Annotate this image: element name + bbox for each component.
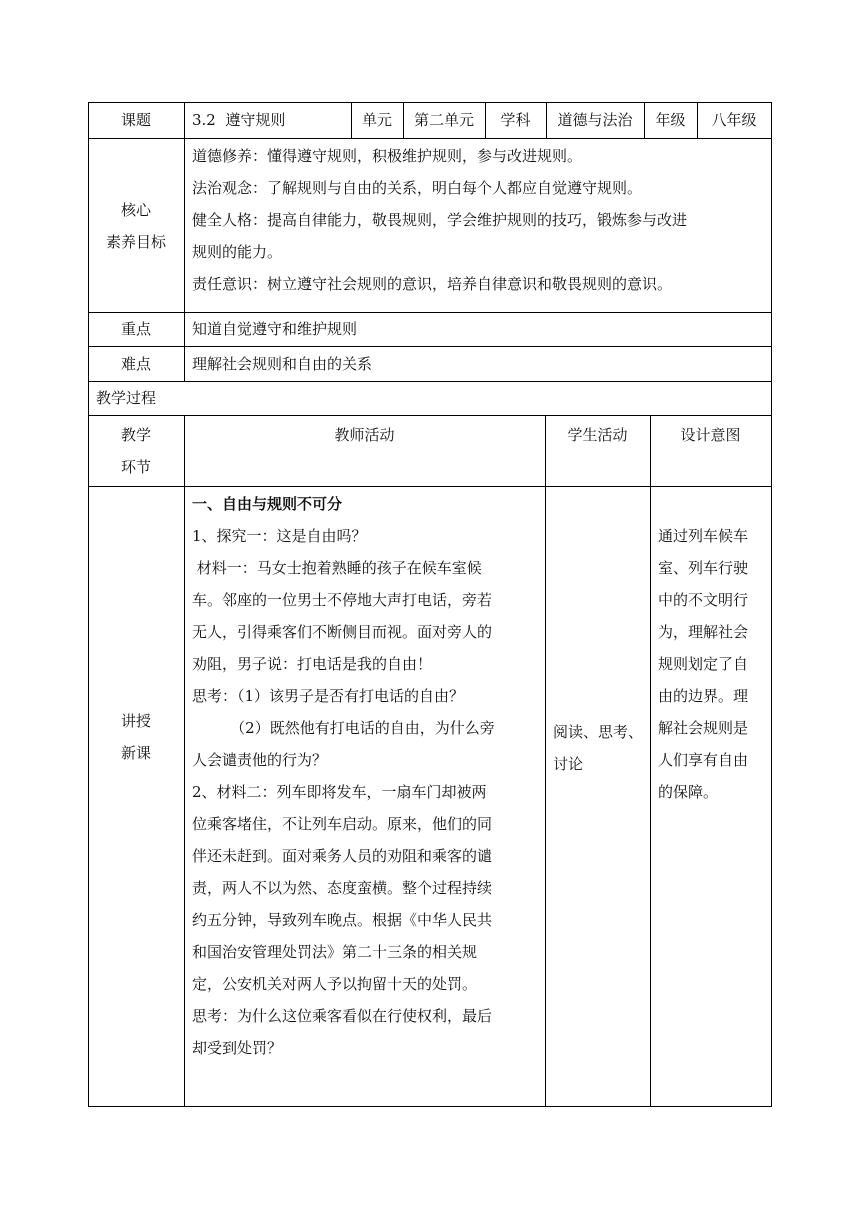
stage-line1: 讲授 [120, 712, 151, 730]
table-border-top [88, 102, 772, 103]
teacher-line: 材料一：马女士抱着熟睡的孩子在候车室候 [192, 559, 482, 577]
key-point-value: 知道自觉遵守和维护规则 [192, 320, 358, 338]
unit-value: 第二单元 [413, 111, 474, 129]
col-student-activity: 学生活动 [567, 426, 628, 444]
unit-label: 单元 [361, 111, 392, 129]
design-intent-content [658, 520, 748, 808]
difficult-point-value: 理解社会规则和自由的关系 [192, 355, 373, 373]
teacher-line: 定，公安机关对两人予以拘留十天的处罚。 [192, 975, 478, 993]
goals-content [192, 140, 687, 300]
design-line: 中的不文明行 [658, 591, 749, 609]
goals-label-line2: 素养目标 [105, 233, 166, 251]
row-divider [88, 486, 772, 487]
design-line: 室、列车行驶 [658, 559, 749, 577]
col-stage-line1: 教学 [120, 426, 151, 444]
col-divider [184, 415, 185, 1107]
goal-line: 健全人格：提高自律能力，敬畏规则，学会维护规则的技巧，锻炼参与改进 [192, 211, 688, 229]
teacher-line: 车。邻座的一位男士不停地大声打电话，旁若 [192, 591, 493, 609]
goal-line: 道德修养：懂得遵守规则，积极维护规则，参与改进规则。 [192, 147, 583, 165]
row-divider [88, 138, 772, 139]
teacher-line: 伴还未赶到。面对乘务人员的劝阻和乘客的谴 [192, 847, 493, 865]
col-divider [184, 102, 185, 381]
grade-value: 八年级 [711, 111, 757, 129]
teacher-line: 却受到处罚？ [192, 1039, 283, 1057]
design-line: 由的边界。理 [658, 687, 749, 705]
teacher-line: 责，两人不以为然、态度蛮横。整个过程持续 [192, 879, 493, 897]
goals-label-line1: 核心 [120, 201, 151, 219]
stage-line2: 新课 [120, 744, 151, 762]
subject-label: 学科 [500, 111, 531, 129]
col-divider [650, 415, 651, 1107]
teacher-line: 人会谴责他的行为？ [192, 751, 328, 769]
teacher-line: 1、探究一：这是自由吗？ [192, 527, 367, 545]
design-line: 通过列车候车 [658, 527, 749, 545]
subject-value: 道德与法治 [557, 111, 633, 129]
process-title: 教学过程 [96, 389, 157, 407]
teacher-line: 劝阻，男子说：打电话是我的自由！ [192, 655, 433, 673]
goal-line: 法治观念：了解规则与自由的关系，明白每个人都应自觉遵守规则。 [192, 179, 643, 197]
design-line: 为，理解社会 [658, 623, 749, 641]
difficult-point-label: 难点 [120, 355, 151, 373]
teacher-activity-content [192, 488, 495, 1064]
row-divider [88, 381, 772, 382]
col-stage-line2: 环节 [120, 458, 151, 476]
topic-label: 课题 [120, 111, 151, 129]
row-divider [88, 415, 772, 416]
row-divider [88, 346, 772, 347]
teacher-line: 和国治安管理处罚法》第二十三条的相关规 [192, 943, 478, 961]
key-point-label: 重点 [120, 320, 151, 338]
table-border-bottom [88, 1106, 772, 1107]
col-teacher-activity: 教师活动 [334, 426, 395, 444]
teacher-line: 无人，引得乘客们不断侧目而视。面对旁人的 [192, 623, 493, 641]
grade-label: 年级 [655, 111, 686, 129]
teacher-line: 思考：为什么这位乘客看似在行使权利，最后 [192, 1007, 493, 1025]
table-border-left [88, 102, 89, 1107]
section-heading: 一、自由与规则不可分 [192, 495, 343, 513]
col-design-intent: 设计意图 [680, 426, 741, 444]
design-line: 解社会规则是 [658, 719, 749, 737]
col-divider [545, 415, 546, 1107]
design-line: 的保障。 [658, 783, 719, 801]
topic-value: 3.2 遵守规则 [192, 111, 286, 129]
goal-line: 责任意识：树立遵守社会规则的意识，培养自律意识和敬畏规则的意识。 [192, 275, 673, 293]
student-activity-content [553, 716, 643, 780]
table-border-right [771, 102, 772, 1107]
student-line: 阅读、思考、 [553, 723, 644, 741]
design-line: 规则划定了自 [658, 655, 749, 673]
teacher-line: 位乘客堵住，不让列车启动。原来，他们的同 [192, 815, 493, 833]
teacher-line: 思考：（1）该男子是否有打电话的自由？ [192, 687, 465, 705]
student-line: 讨论 [553, 755, 584, 773]
row-divider [88, 312, 772, 313]
teacher-line: 约五分钟，导致列车晚点。根据《中华人民共 [192, 911, 493, 929]
teacher-line: （2）既然他有打电话的自由，为什么旁 [192, 719, 495, 737]
design-line: 人们享有自由 [658, 751, 749, 769]
teacher-line: 2、材料二：列车即将发车，一扇车门却被两 [192, 783, 487, 801]
goal-line: 规则的能力。 [192, 243, 283, 261]
